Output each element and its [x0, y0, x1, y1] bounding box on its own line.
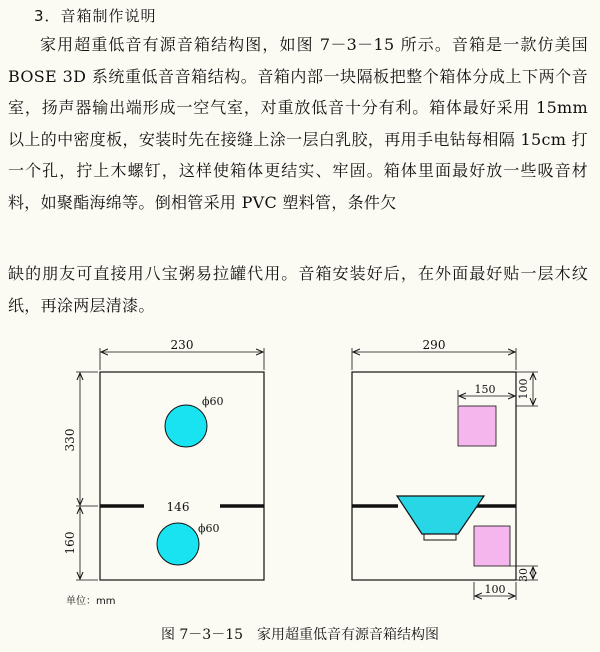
- figure-caption: 图 7－3－15 家用超重低音有源音箱结构图: [160, 627, 440, 643]
- body-paragraph-1: 家用超重低音有源音箱结构图，如图 7－3－15 所示。音箱是一款仿美国 BOSE 3D 系统重低音音箱结构。音箱内部一块隔板把整个箱体分成上下两个音室，扬声器输出端形成一空气室，对重放低音十分有利。箱体最好采用 15mm 以上的中密度板，安装时先在接缝上涂一层白乳胶，再用手电钻每相隔 15cm 打一个孔，拧上木螺钉，这样使箱体更结实、牢固。箱体里面最好放一些吸音材料，如聚酯海绵等。倒相管采用 PVC 塑料管，条件欠: [8, 35, 588, 212]
- unit-label: 单位：mm: [66, 596, 116, 607]
- partition-gap-label: 146: [166, 500, 190, 514]
- bottom-offset-label: 30: [517, 568, 530, 582]
- lower-port-label: ϕ60: [198, 522, 220, 535]
- lower-height-label: 160: [63, 531, 77, 555]
- upper-port-circle: [165, 405, 207, 447]
- block-height-label: 100: [517, 378, 530, 400]
- side-width-label: 290: [422, 338, 446, 352]
- speaker-magnet: [424, 534, 456, 540]
- bottom-block-width-label: 100: [484, 583, 506, 596]
- body-paragraph-2: 缺的朋友可直接用八宝粥易拉罐代用。音箱安装好后，在外面最好贴一层木纹纸，再涂两层清漆。: [8, 264, 588, 315]
- front-view: [63, 338, 264, 580]
- speaker-cone: [397, 496, 484, 534]
- block-width-label: 150: [474, 383, 496, 396]
- front-width-label: 230: [170, 338, 194, 352]
- lower-port-circle: [157, 523, 199, 565]
- lower-absorber-block: [474, 526, 510, 566]
- upper-port-label: ϕ60: [202, 395, 224, 408]
- side-view: [352, 338, 538, 600]
- section-heading: 3．音箱制作说明: [34, 7, 157, 25]
- upper-absorber-block: [458, 406, 496, 446]
- upper-height-label: 330: [63, 428, 77, 452]
